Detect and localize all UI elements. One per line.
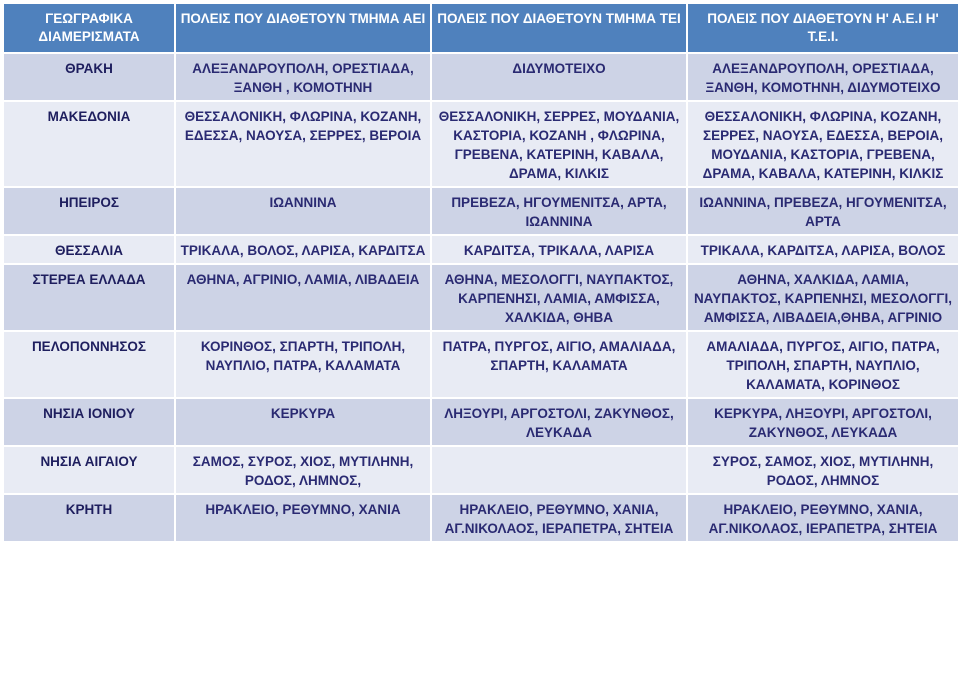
- region-cell: ΘΕΣΣΑΛΙΑ: [4, 236, 174, 263]
- tei-cell: ΚΑΡΔΙΤΣΑ, ΤΡΙΚΑΛΑ, ΛΑΡΙΣΑ: [432, 236, 686, 263]
- table-row: [4, 332, 958, 397]
- table-row: [4, 495, 958, 541]
- header-aei: ΠΟΛΕΙΣ ΠΟΥ ΔΙΑΘΕΤΟΥΝ ΤΜΗΜΑ ΑΕΙ: [176, 4, 430, 52]
- either-cell: ΚΕΡΚΥΡΑ, ΛΗΞΟΥΡΙ, ΑΡΓΟΣΤΟΛΙ, ΖΑΚΥΝΘΟΣ, ΛΕΥΚΑΔΑ: [688, 399, 958, 445]
- tei-cell: [432, 447, 686, 493]
- either-cell: ΑΜΑΛΙΑΔΑ, ΠΥΡΓΟΣ, ΑΙΓΙΟ, ΠΑΤΡΑ, ΤΡΙΠΟΛΗ, ΣΠΑΡΤΗ, ΝΑΥΠΛΙΟ, ΚΑΛΑΜΑΤΑ, ΚΟΡΙΝΘΟΣ: [688, 332, 958, 397]
- aei-cell: ΚΟΡΙΝΘΟΣ, ΣΠΑΡΤΗ, ΤΡΙΠΟΛΗ, ΝΑΥΠΛΙΟ, ΠΑΤΡΑ, ΚΑΛΑΜΑΤΑ: [176, 332, 430, 397]
- aei-cell: ΙΩΑΝΝΙΝΑ: [176, 188, 430, 234]
- header-region: ΓΕΩΓΡΑΦΙΚΑ ΔΙΑΜΕΡΙΣΜΑΤΑ: [4, 4, 174, 52]
- region-cell: ΣΤΕΡΕΑ ΕΛΛΑΔΑ: [4, 265, 174, 330]
- cities-table-container: [2, 2, 958, 693]
- either-cell: ΗΡΑΚΛΕΙΟ, ΡΕΘΥΜΝΟ, ΧΑΝΙΑ, ΑΓ.ΝΙΚΟΛΑΟΣ, ΙΕΡΑΠΕΤΡΑ, ΣΗΤΕΙΑ: [688, 495, 958, 541]
- aei-cell: ΣΑΜΟΣ, ΣΥΡΟΣ, ΧΙΟΣ, ΜΥΤΙΛΗΝΗ, ΡΟΔΟΣ, ΛΗΜΝΟΣ,: [176, 447, 430, 493]
- tei-cell: ΛΗΞΟΥΡΙ, ΑΡΓΟΣΤΟΛΙ, ΖΑΚΥΝΘΟΣ, ΛΕΥΚΑΔΑ: [432, 399, 686, 445]
- region-cell: ΠΕΛΟΠΟΝΝΗΣΟΣ: [4, 332, 174, 397]
- aei-cell: ΤΡΙΚΑΛΑ, ΒΟΛΟΣ, ΛΑΡΙΣΑ, ΚΑΡΔΙΤΣΑ: [176, 236, 430, 263]
- either-cell: ΤΡΙΚΑΛΑ, ΚΑΡΔΙΤΣΑ, ΛΑΡΙΣΑ, ΒΟΛΟΣ: [688, 236, 958, 263]
- either-cell: ΣΥΡΟΣ, ΣΑΜΟΣ, ΧΙΟΣ, ΜΥΤΙΛΗΝΗ, ΡΟΔΟΣ, ΛΗΜΝΟΣ: [688, 447, 958, 493]
- region-cell: ΜΑΚΕΔΟΝΙΑ: [4, 102, 174, 186]
- aei-cell: ΑΛΕΞΑΝΔΡΟΥΠΟΛΗ, ΟΡΕΣΤΙΑΔΑ, ΞΑΝΘΗ , ΚΟΜΟΤΗΝΗ: [176, 54, 430, 100]
- region-cell: ΝΗΣΙΑ ΙΟΝΙΟΥ: [4, 399, 174, 445]
- header-tei: ΠΟΛΕΙΣ ΠΟΥ ΔΙΑΘΕΤΟΥΝ ΤΜΗΜΑ ΤΕΙ: [432, 4, 686, 52]
- region-cell: ΚΡΗΤΗ: [4, 495, 174, 541]
- aei-cell: ΑΘΗΝΑ, ΑΓΡΙΝΙΟ, ΛΑΜΙΑ, ΛΙΒΑΔΕΙΑ: [176, 265, 430, 330]
- either-cell: ΙΩΑΝΝΙΝΑ, ΠΡΕΒΕΖΑ, ΗΓΟΥΜΕΝΙΤΣΑ, ΑΡΤΑ: [688, 188, 958, 234]
- table-row: [4, 188, 958, 234]
- tei-cell: ΠΑΤΡΑ, ΠΥΡΓΟΣ, ΑΙΓΙΟ, ΑΜΑΛΙΑΔΑ, ΣΠΑΡΤΗ, ΚΑΛΑΜΑΤΑ: [432, 332, 686, 397]
- table-row: [4, 236, 958, 263]
- either-cell: ΑΛΕΞΑΝΔΡΟΥΠΟΛΗ, ΟΡΕΣΤΙΑΔΑ, ΞΑΝΘΗ, ΚΟΜΟΤΗΝΗ, ΔΙΔΥΜΟΤΕΙΧΟ: [688, 54, 958, 100]
- region-cell: ΘΡΑΚΗ: [4, 54, 174, 100]
- header-row: [4, 4, 958, 52]
- table-row: [4, 265, 958, 330]
- tei-cell: ΘΕΣΣΑΛΟΝΙΚΗ, ΣΕΡΡΕΣ, ΜΟΥΔΑΝΙΑ, ΚΑΣΤΟΡΙΑ, ΚΟΖΑΝΗ , ΦΛΩΡΙΝΑ, ΓΡΕΒΕΝΑ, ΚΑΤΕΡΙΝΗ, ΚΑΒΑΛΑ, ΔΡΑΜΑ, ΚΙΛΚΙΣ: [432, 102, 686, 186]
- either-cell: ΑΘΗΝΑ, ΧΑΛΚΙΔΑ, ΛΑΜΙΑ, ΝΑΥΠΑΚΤΟΣ, ΚΑΡΠΕΝΗΣΙ, ΜΕΣΟΛΟΓΓΙ, ΑΜΦΙΣΣΑ, ΛΙΒΑΔΕΙΑ,ΘΗΒΑ, ΑΓΡΙΝΙΟ: [688, 265, 958, 330]
- table-row: [4, 54, 958, 100]
- table-row: [4, 102, 958, 186]
- region-cell: ΗΠΕΙΡΟΣ: [4, 188, 174, 234]
- tei-cell: ΔΙΔΥΜΟΤΕΙΧΟ: [432, 54, 686, 100]
- cities-table: [2, 2, 958, 543]
- tei-cell: ΗΡΑΚΛΕΙΟ, ΡΕΘΥΜΝΟ, ΧΑΝΙΑ, ΑΓ.ΝΙΚΟΛΑΟΣ, ΙΕΡΑΠΕΤΡΑ, ΣΗΤΕΙΑ: [432, 495, 686, 541]
- tei-cell: ΑΘΗΝΑ, ΜΕΣΟΛΟΓΓΙ, ΝΑΥΠΑΚΤΟΣ, ΚΑΡΠΕΝΗΣΙ, ΛΑΜΙΑ, ΑΜΦΙΣΣΑ, ΧΑΛΚΙΔΑ, ΘΗΒΑ: [432, 265, 686, 330]
- aei-cell: ΚΕΡΚΥΡΑ: [176, 399, 430, 445]
- header-either: ΠΟΛΕΙΣ ΠΟΥ ΔΙΑΘΕΤΟΥΝ Η' Α.Ε.Ι Η' Τ.Ε.Ι.: [688, 4, 958, 52]
- aei-cell: ΘΕΣΣΑΛΟΝΙΚΗ, ΦΛΩΡΙΝΑ, ΚΟΖΑΝΗ, ΕΔΕΣΣΑ, ΝΑΟΥΣΑ, ΣΕΡΡΕΣ, ΒΕΡΟΙΑ: [176, 102, 430, 186]
- table-row: [4, 399, 958, 445]
- table-row: [4, 447, 958, 493]
- region-cell: ΝΗΣΙΑ ΑΙΓΑΙΟΥ: [4, 447, 174, 493]
- tei-cell: ΠΡΕΒΕΖΑ, ΗΓΟΥΜΕΝΙΤΣΑ, ΑΡΤΑ, ΙΩΑΝΝΙΝΑ: [432, 188, 686, 234]
- aei-cell: ΗΡΑΚΛΕΙΟ, ΡΕΘΥΜΝΟ, ΧΑΝΙΑ: [176, 495, 430, 541]
- either-cell: ΘΕΣΣΑΛΟΝΙΚΗ, ΦΛΩΡΙΝΑ, ΚΟΖΑΝΗ, ΣΕΡΡΕΣ, ΝΑΟΥΣΑ, ΕΔΕΣΣΑ, ΒΕΡΟΙΑ, ΜΟΥΔΑΝΙΑ, ΚΑΣΤΟΡΙΑ, ΓΡΕΒΕΝΑ, ΔΡΑΜΑ, ΚΑΒΑΛΑ, ΚΑΤΕΡΙΝΗ, ΚΙΛΚΙΣ: [688, 102, 958, 186]
